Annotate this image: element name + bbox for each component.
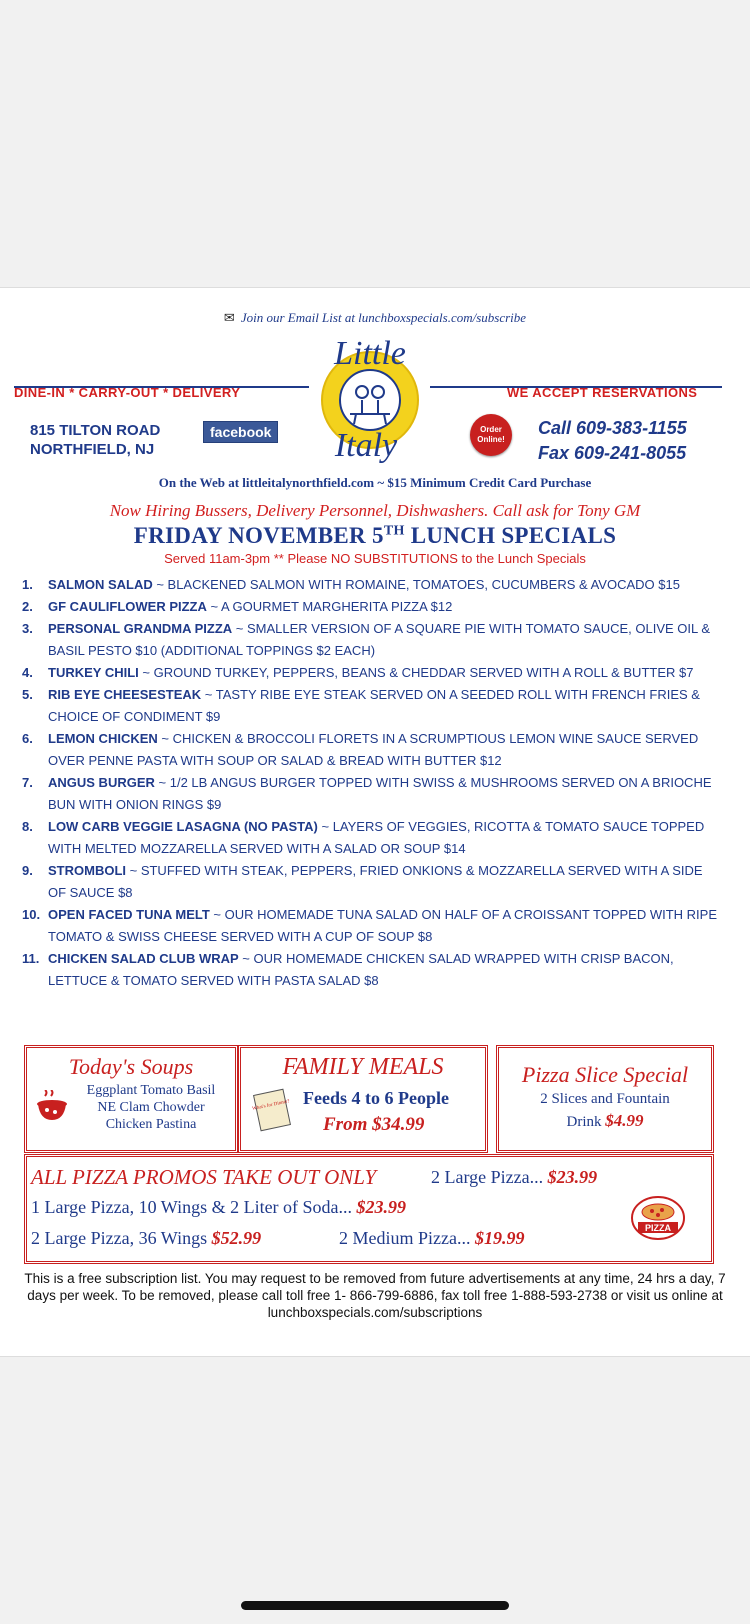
- promo-item: 2 Medium Pizza... $19.99: [339, 1228, 525, 1248]
- pizza-badge-icon: [630, 1195, 686, 1241]
- phone-number[interactable]: Call 609-383-1155: [538, 418, 687, 438]
- list-item: 9. STROMBOLI ~ STUFFED WITH STEAK, PEPPERS, FRIED ONKIONS & MOZZARELLA SERVED WITH A SIDE OF SAUCE $8: [22, 863, 703, 900]
- service-options: DINE-IN * CARRY-OUT * DELIVERY: [14, 385, 241, 400]
- list-item: 10. OPEN FACED TUNA MELT ~ OUR HOMEMADE TUNA SALAD ON HALF OF A CROISSANT TOPPED WITH RIPE TOMATO & SWISS CHEESE SERVED WITH A CUP OF SOUP $8: [22, 907, 718, 944]
- dinner-scroll-icon: [249, 1085, 295, 1136]
- hiring-notice: Now Hiring Bussers, Delivery Personnel, Dishwashers. Call ask for Tony GM: [109, 501, 641, 520]
- family-meals-box: [238, 1045, 488, 1153]
- list-item: 3. PERSONAL GRANDMA PIZZA ~ SMALLER VERSION OF A SQUARE PIE WITH TOMATO SAUCE, OLIVE OIL & BASIL PESTO $10 (ADDITIONAL TOPPINGS $2 EACH): [22, 621, 711, 658]
- soups-title: Today's Soups: [68, 1054, 194, 1079]
- little-italy-logo: [312, 330, 432, 466]
- promo-title: ALL PIZZA PROMOS TAKE OUT ONLY: [31, 1165, 377, 1189]
- list-item: 7. ANGUS BURGER ~ 1/2 LB ANGUS BURGER TOPPED WITH SWISS & MUSHROOMS SERVED ON A BRIOCHE BUN WITH ONION RINGS $9: [22, 775, 712, 812]
- order-online-button[interactable]: Order Online!: [470, 414, 512, 456]
- slice-title: Pizza Slice Special: [521, 1062, 689, 1087]
- list-item: 5. RIB EYE CHEESESTEAK ~ TASTY RIBE EYE STEAK SERVED ON A SEEDED ROLL WITH FRENCH FRIES & CHOICE OF CONDIMENT $9: [22, 687, 700, 724]
- list-item: 4. TURKEY CHILI ~ GROUND TURKEY, PEPPERS, BEANS & CHEDDAR SERVED WITH A ROLL & BUTTER $7: [22, 665, 694, 680]
- specials-list: [22, 574, 722, 992]
- fax-number: Fax 609-241-8055: [538, 443, 687, 463]
- soup-pot-icon: [35, 1090, 69, 1124]
- family-feeds: Feeds 4 to 6 People: [303, 1088, 449, 1108]
- list-item: 6. LEMON CHICKEN ~ CHICKEN & BROCCOLI FLORETS IN A SCRUMPTIOUS LEMON WINE SAUCE SERVED OVER PENNE PASTA WITH SOUP OR SALAD & BREAD WITH BUTTER $12: [22, 731, 699, 768]
- list-item: 1. SALMON SALAD ~ BLACKENED SALMON WITH ROMAINE, TOMATOES, CUCUMBERS & AVOCADO $15: [22, 577, 680, 592]
- website-line[interactable]: On the Web at littleitalynorthfield.com ~ $15 Minimum Credit Card Purchase: [158, 475, 592, 490]
- list-item: 8. LOW CARB VEGGIE LASAGNA (NO PASTA) ~ LAYERS OF VEGGIES, RICOTTA & TOMATO SAUCE TOPPED WITH MELTED MOZZARELLA SERVED WITH A SALAD OR SOUP $14: [22, 819, 705, 856]
- envelope-icon: ✉: [223, 310, 235, 325]
- list-item: 11. CHICKEN SALAD CLUB WRAP ~ OUR HOMEMADE CHICKEN SALAD WRAPPED WITH CRISP BACON, LETTUCE & TOMATO SERVED WITH PASTA SALAD $8: [22, 951, 674, 988]
- page-title: FRIDAY NOVEMBER 5TH LUNCH SPECIALS: [133, 523, 617, 548]
- logo-text-little: Little: [334, 335, 406, 372]
- pizza-slice-box: [496, 1045, 714, 1153]
- family-price: From $34.99: [323, 1114, 425, 1135]
- soups-box: [24, 1045, 238, 1153]
- promo-item: 2 Large Pizza, 36 Wings $52.99: [31, 1228, 262, 1248]
- promo-item: 2 Large Pizza... $23.99: [431, 1167, 598, 1187]
- facebook-button[interactable]: facebook: [203, 421, 278, 443]
- slice-description: 2 Slices and Fountain Drink $4.99: [540, 1091, 670, 1130]
- address-line-2: NORTHFIELD, NJ: [30, 441, 155, 458]
- reservations-note: WE ACCEPT RESERVATIONS: [507, 385, 698, 400]
- family-title: FAMILY MEALS: [282, 1054, 444, 1080]
- pizza-promos-box: [24, 1154, 714, 1264]
- logo-text-italy: Italy: [334, 427, 398, 464]
- promo-item: 1 Large Pizza, 10 Wings & 2 Liter of Soda... $23.99: [31, 1197, 407, 1217]
- served-hours: Served 11am-3pm ** Please NO SUBSTITUTIONS to the Lunch Specials: [164, 551, 586, 566]
- email-signup-line[interactable]: ✉ Join our Email List at lunchboxspecials.com/subscribe: [223, 310, 527, 325]
- soups-list: Eggplant Tomato Basil NE Clam Chowder Chicken Pastina: [86, 1083, 216, 1132]
- flyer: [0, 287, 750, 1357]
- svg-text:PIZZA: PIZZA: [645, 1223, 671, 1233]
- list-item: 2. GF CAULIFLOWER PIZZA ~ A GOURMET MARGHERITA PIZZA $12: [22, 599, 453, 614]
- home-indicator[interactable]: [241, 1601, 509, 1610]
- address-line-1: 815 TILTON ROAD: [30, 422, 161, 439]
- unsubscribe-notice: This is a free subscription list. You may request to be removed from future advertisements at any time, 24 hrs a day, 7 days per week. To be removed, please call toll free 1- 866-799-6886, fax toll free 1-888-593-2738 or visit us online at lunchboxspecials.com/subscriptions: [24, 1271, 726, 1320]
- svg-text:What's for Dinner?: What's for Dinner?: [251, 1099, 291, 1113]
